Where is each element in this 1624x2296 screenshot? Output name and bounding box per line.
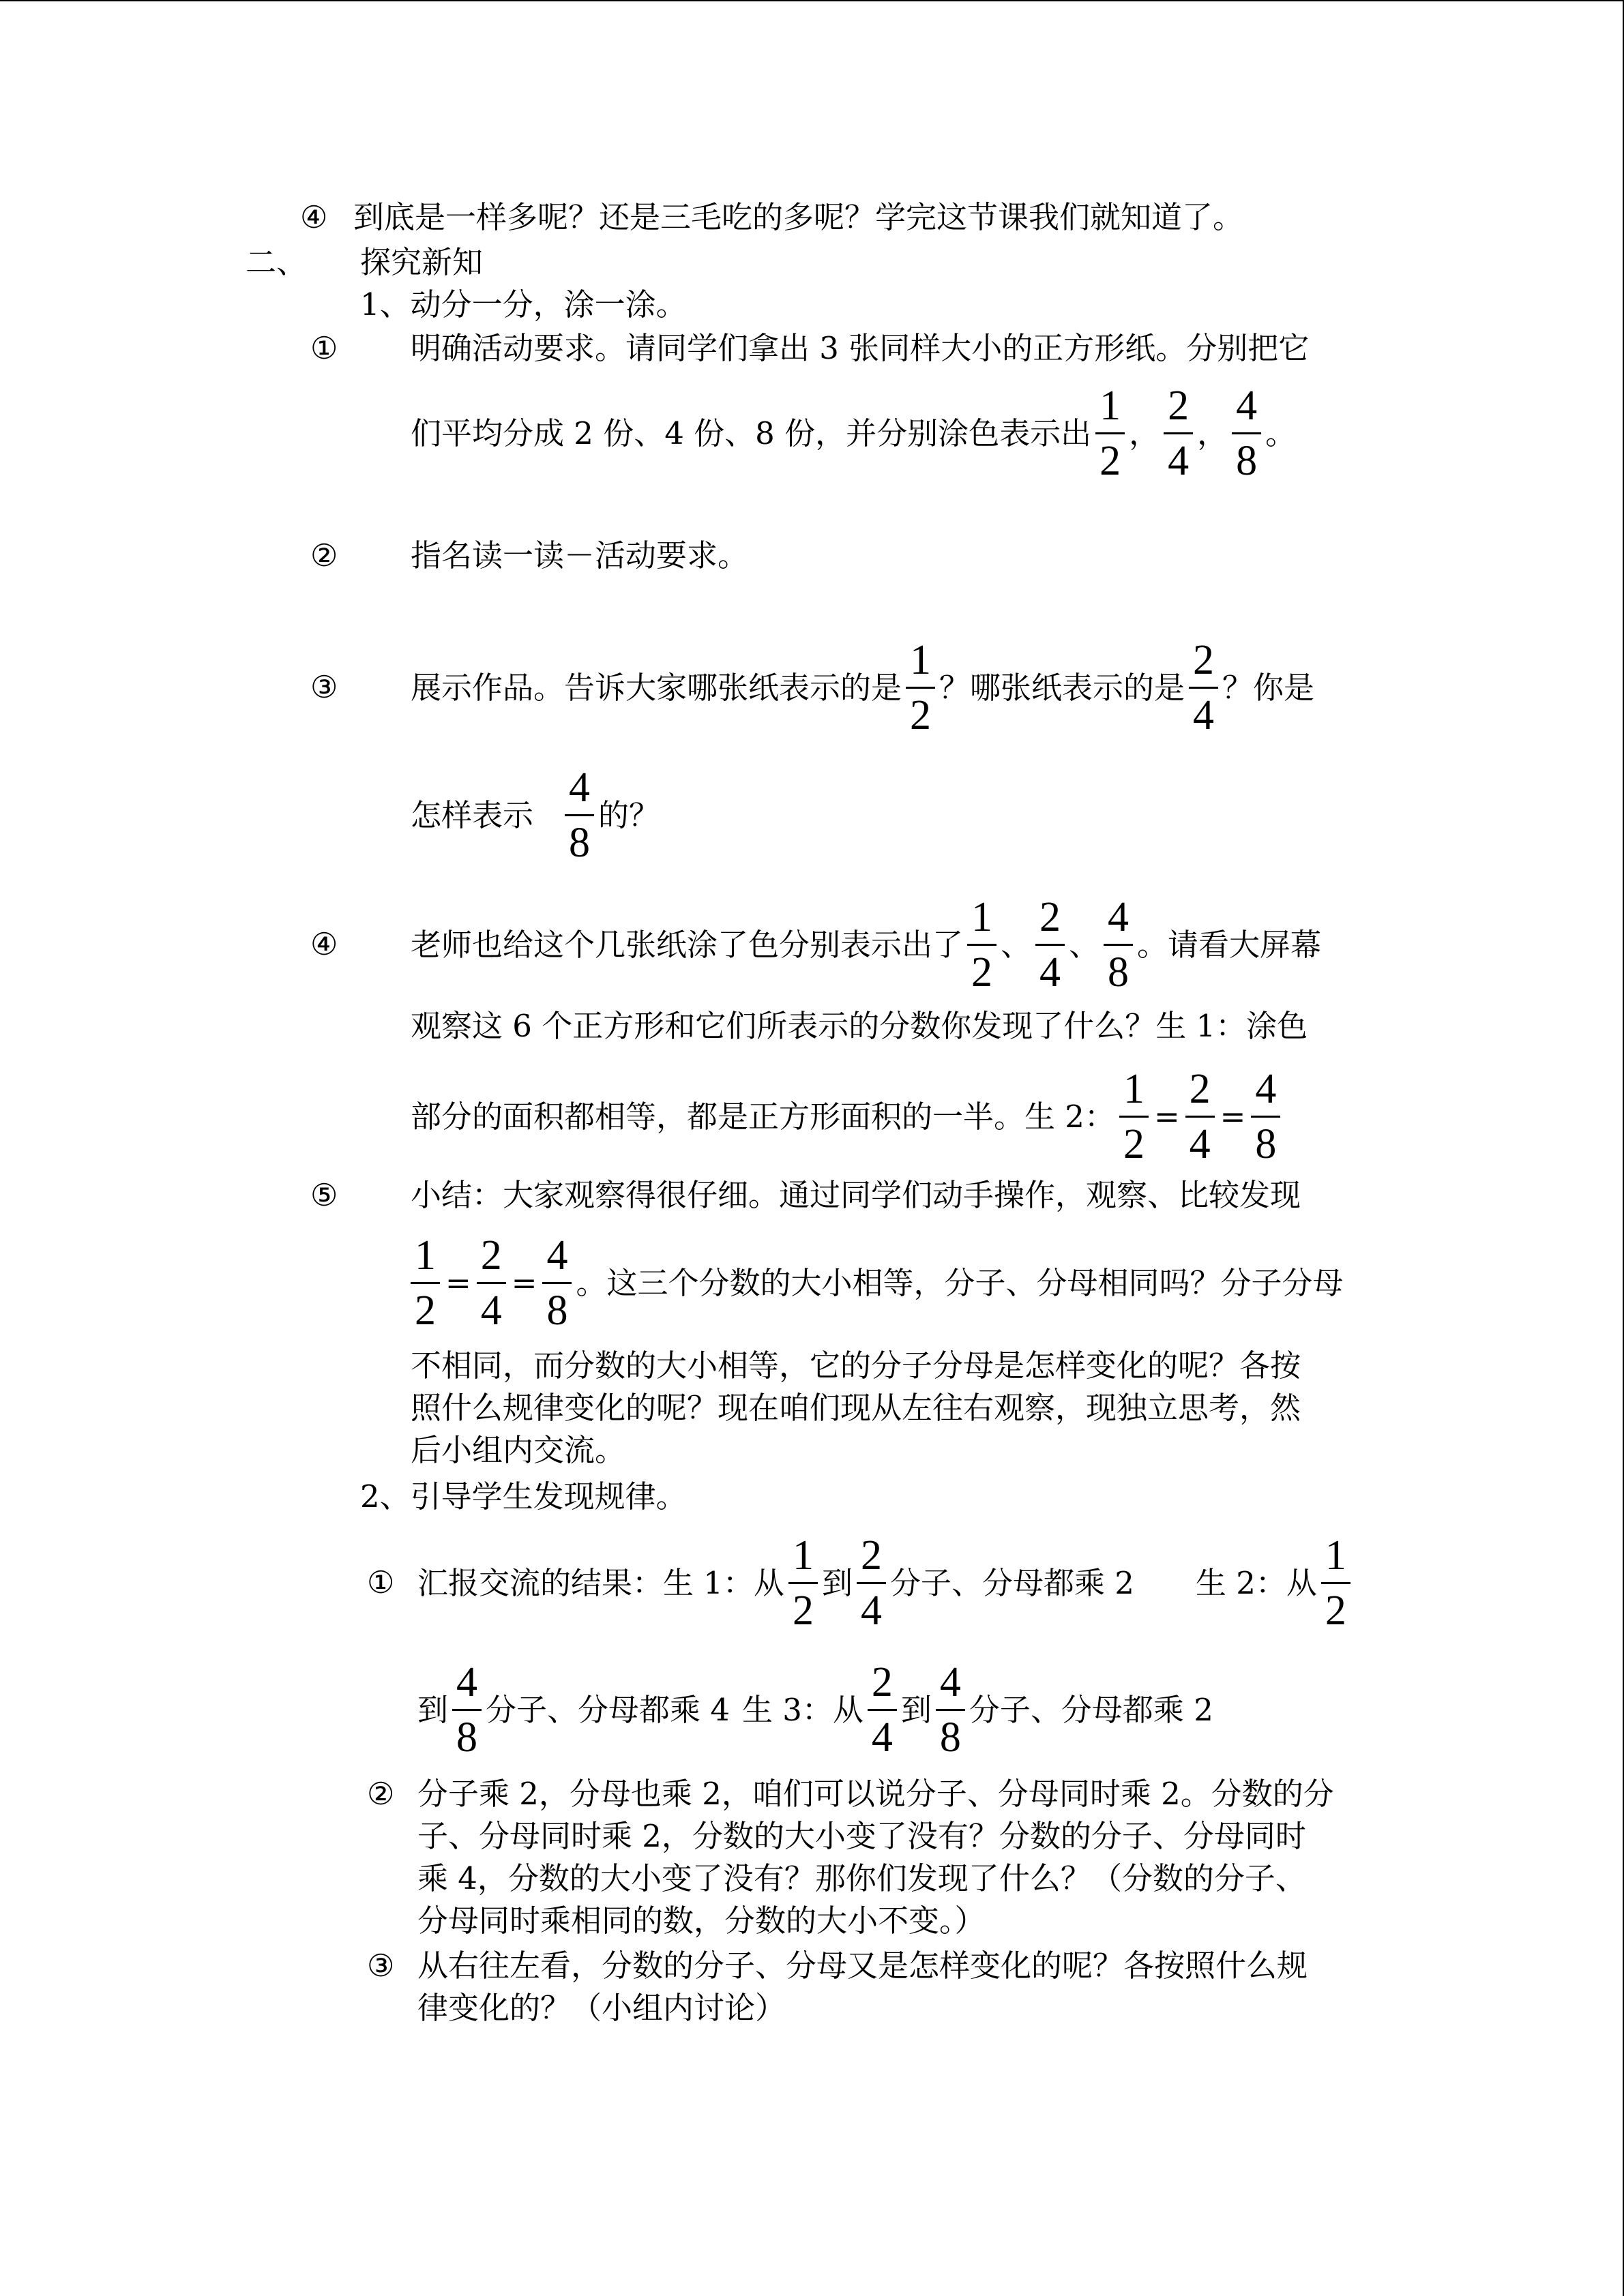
denominator: 2 — [971, 949, 993, 996]
numerator: 4 — [1236, 382, 1258, 429]
fraction-two-quarters — [868, 1658, 897, 1761]
equals-sign: = — [1153, 1098, 1180, 1135]
fraction-two-quarters — [1185, 1065, 1215, 1167]
numerator: 4 — [546, 1232, 568, 1279]
denominator: 2 — [792, 1587, 814, 1634]
paragraph-text: 观察这 6 个正方形和它们所表示的分数你发现了什么？生 1：涂色 — [411, 1008, 1308, 1044]
denominator: 4 — [480, 1287, 502, 1334]
fraction-bar — [967, 944, 996, 946]
numerator: 4 — [569, 764, 591, 811]
fraction-bar — [1104, 944, 1133, 946]
numerator: 2 — [1168, 382, 1190, 429]
fraction-four-eighths — [1251, 1065, 1280, 1167]
denominator: 4 — [1189, 1120, 1211, 1167]
fraction-bar — [1119, 1116, 1149, 1118]
paragraph-text: 指名读一读－活动要求。 — [411, 537, 749, 573]
step-marker: ① — [367, 1564, 395, 1600]
paragraph-text: 照什么规律变化的呢？现在咱们现从左往右观察，现独立思考，然 — [411, 1390, 1301, 1426]
numerator: 2 — [1039, 893, 1061, 940]
paragraph-text: 乘 4，分数的大小变了没有？那你们发现了什么？（分数的分子、 — [417, 1860, 1306, 1896]
fraction-bar — [565, 814, 594, 816]
subsection-heading: 1、动分一分，涂一涂。 — [360, 286, 687, 323]
denominator: 2 — [1099, 437, 1121, 484]
equals-sign: = — [511, 1264, 537, 1301]
numerator: 2 — [1193, 636, 1215, 683]
paragraph-text: 。请看大屏幕 — [1137, 926, 1322, 963]
numerator: 2 — [871, 1658, 893, 1705]
fraction-one-half — [906, 636, 935, 739]
paragraph-line — [417, 1658, 1213, 1761]
denominator: 8 — [939, 1714, 961, 1761]
fraction-bar — [857, 1582, 886, 1584]
paragraph-text: 明确活动要求。请同学们拿出 3 张同样大小的正方形纸。分别把它 — [411, 330, 1310, 366]
period: 。 — [1265, 415, 1297, 451]
numerator: 1 — [792, 1532, 814, 1579]
numerator: 2 — [480, 1232, 502, 1279]
denominator: 4 — [1039, 949, 1061, 996]
fraction-bar — [868, 1709, 897, 1711]
paragraph-text: 展示作品。告诉大家哪张纸表示的是 — [411, 669, 902, 706]
step-marker: ④ — [310, 926, 338, 962]
denominator: 8 — [546, 1287, 568, 1334]
numerator: 1 — [1325, 1532, 1346, 1579]
paragraph-text: ？哪张纸表示的是 — [939, 669, 1185, 706]
paragraph-text: 怎样表示 — [411, 796, 534, 833]
denominator: 8 — [569, 819, 591, 866]
paragraph-line — [417, 1532, 1355, 1634]
numerator: 4 — [456, 1658, 478, 1705]
fraction-bar — [1035, 944, 1065, 946]
denominator: 4 — [871, 1714, 893, 1761]
numerator: 2 — [860, 1532, 882, 1579]
paragraph-text: 。这三个分数的大小相等，分子、分母相同吗？分子分母 — [576, 1264, 1344, 1301]
step-marker: ② — [310, 537, 338, 573]
paragraph-text: 生 2：从 — [1195, 1564, 1317, 1601]
fraction-one-half — [411, 1234, 440, 1332]
paragraph-line — [411, 382, 1296, 484]
paragraph-line — [407, 1232, 1343, 1334]
fraction-one-half — [967, 893, 996, 996]
denominator: 8 — [1108, 949, 1130, 996]
fraction-four-eighths — [452, 1658, 482, 1761]
fraction-four-eighths — [1232, 382, 1261, 484]
fraction-bar — [936, 1709, 965, 1711]
numerator: 1 — [910, 636, 932, 683]
paragraph-line — [411, 1065, 1284, 1167]
separator: ， — [1197, 415, 1228, 451]
paragraph-text: ？你是 — [1222, 669, 1315, 706]
paragraph-text: 到底是一样多呢？还是三毛吃的多呢？学完这节课我们就知道了。 — [353, 199, 1244, 235]
equals-sign: = — [1220, 1098, 1246, 1135]
fraction-one-half — [1119, 1065, 1149, 1167]
paragraph-text: 到 — [417, 1691, 449, 1728]
paragraph-line — [411, 636, 1314, 739]
equals-sign: = — [445, 1264, 471, 1301]
denominator: 2 — [1325, 1587, 1346, 1634]
paragraph-text: 分子、分母都乘 2 — [969, 1691, 1213, 1728]
paragraph-text: 小结：大家观察得很仔细。通过同学们动手操作，观察、比较发现 — [411, 1177, 1301, 1213]
fraction-bar — [477, 1282, 506, 1284]
paragraph-text: 子、分母同时乘 2，分数的大小变了没有？分数的分子、分母同时 — [417, 1818, 1306, 1854]
fraction-bar — [1185, 1116, 1215, 1118]
fraction-four-eighths — [542, 1234, 572, 1332]
fraction-four-eighths — [565, 766, 594, 864]
separator: 、 — [1069, 926, 1100, 963]
step-marker: ④ — [300, 199, 328, 235]
fraction-four-eighths — [936, 1658, 965, 1761]
fraction-two-quarters — [1035, 893, 1065, 996]
fraction-two-quarters — [857, 1534, 886, 1632]
fraction-bar — [1251, 1116, 1280, 1118]
denominator: 2 — [415, 1287, 436, 1334]
numerator: 1 — [1123, 1065, 1145, 1112]
denominator: 4 — [860, 1587, 882, 1634]
fraction-two-quarters — [1164, 382, 1193, 484]
fraction-bar — [1232, 432, 1261, 434]
fraction-bar — [1095, 432, 1125, 434]
step-marker: ③ — [310, 669, 338, 705]
section-title: 探究新知 — [360, 244, 484, 280]
paragraph-text: 分子、分母都乘 4 — [486, 1691, 730, 1728]
paragraph-text: 不相同，而分数的大小相等，它的分子分母是怎样变化的呢？各按 — [411, 1347, 1301, 1384]
step-marker: ③ — [367, 1948, 395, 1984]
paragraph-line — [411, 893, 1321, 996]
fraction-bar — [452, 1709, 482, 1711]
paragraph-text: 生 3：从 — [741, 1691, 863, 1728]
fraction-one-half — [788, 1534, 818, 1632]
step-marker: ② — [367, 1776, 395, 1812]
paragraph-text: 到 — [900, 1691, 932, 1728]
paragraph-text: 部分的面积都相等，都是正方形面积的一半。生 2： — [411, 1098, 1115, 1135]
separator: ， — [1129, 415, 1160, 451]
numerator: 2 — [1189, 1065, 1211, 1112]
paragraph-text: 汇报交流的结果：生 1：从 — [417, 1564, 784, 1601]
numerator: 4 — [1255, 1065, 1277, 1112]
paragraph-text: 分子乘 2，分母也乘 2，咱们可以说分子、分母同时乘 2。分数的分 — [417, 1776, 1334, 1812]
fraction-four-eighths — [1104, 893, 1133, 996]
numerator: 4 — [1108, 893, 1130, 940]
fraction-bar — [411, 1282, 440, 1284]
paragraph-text: 分子、分母都乘 2 — [889, 1564, 1134, 1601]
step-marker: ① — [310, 330, 338, 366]
denominator: 4 — [1168, 437, 1190, 484]
fraction-one-half — [1321, 1534, 1350, 1632]
fraction-bar — [1164, 432, 1193, 434]
paragraph-text: 到 — [821, 1564, 853, 1601]
subsection-heading: 2、引导学生发现规律。 — [360, 1478, 687, 1515]
step-marker: ⑤ — [310, 1177, 338, 1213]
paragraph-text: 律变化的？（小组内讨论） — [417, 1990, 786, 2026]
fraction-bar — [542, 1282, 572, 1284]
denominator: 2 — [1123, 1120, 1145, 1167]
denominator: 2 — [910, 691, 932, 739]
numerator: 1 — [415, 1232, 436, 1279]
fraction-bar — [1189, 687, 1218, 689]
paragraph-text: 们平均分成 2 份、4 份、8 份，并分别涂色表示出 — [411, 415, 1092, 451]
fraction-two-quarters — [477, 1234, 506, 1332]
separator: 、 — [1001, 926, 1032, 963]
paragraph-text: 从右往左看，分数的分子、分母又是怎样变化的呢？各按照什么规 — [417, 1948, 1308, 1984]
paragraph-line — [411, 764, 660, 866]
fraction-bar — [788, 1582, 818, 1584]
denominator: 8 — [456, 1714, 478, 1761]
fraction-two-quarters — [1189, 636, 1218, 739]
denominator: 8 — [1236, 437, 1258, 484]
denominator: 4 — [1193, 691, 1215, 739]
denominator: 8 — [1255, 1120, 1277, 1167]
fraction-one-half — [1095, 382, 1125, 484]
paragraph-text: 的？ — [598, 796, 660, 833]
section-number: 二、 — [246, 244, 308, 280]
paragraph-text: 老师也给这个几张纸涂了色分别表示出了 — [411, 926, 964, 963]
fraction-bar — [906, 687, 935, 689]
paragraph-text: 后小组内交流。 — [411, 1432, 626, 1468]
numerator: 1 — [971, 893, 993, 940]
numerator: 1 — [1099, 382, 1121, 429]
fraction-bar — [1321, 1582, 1350, 1584]
numerator: 4 — [939, 1658, 961, 1705]
paragraph-text: 分母同时乘相同的数，分数的大小不变。） — [417, 1903, 986, 1939]
